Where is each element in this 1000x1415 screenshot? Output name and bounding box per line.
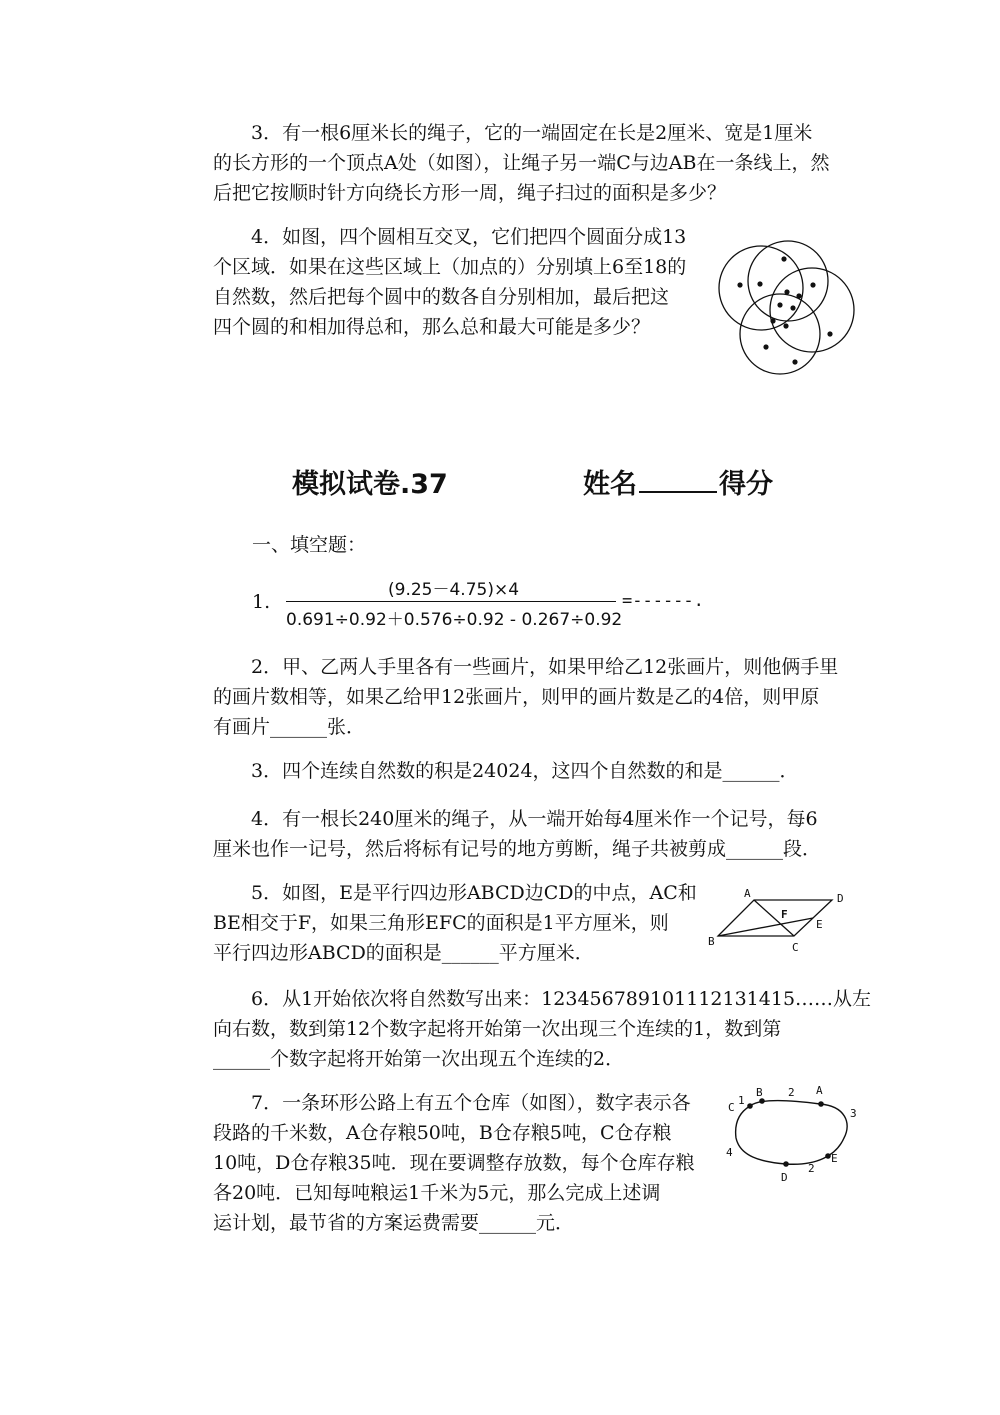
text-line: 四个圆的和相加得总和，那么总和最大可能是多少？ <box>213 316 651 338</box>
label-d: D <box>781 1171 788 1184</box>
problem-4-text <box>213 222 686 342</box>
warehouse-b <box>759 1098 765 1104</box>
question-4 <box>213 804 821 864</box>
section-title: 一、填空题： <box>252 534 367 556</box>
name-blank[interactable] <box>639 467 717 493</box>
text-line: 7．一条环形公路上有五个仓库（如图），数字表示各 <box>251 1092 691 1114</box>
text-line: 自然数，然后把每个圆中的数各自分别相加，最后把这 <box>213 286 670 308</box>
question-2 <box>213 652 838 742</box>
region-dot <box>827 331 832 336</box>
fraction-numerator: (9.25－4.75)×4 <box>388 580 520 600</box>
text-line: 3．有一根6厘米长的绳子，它的一端固定在长是2厘米、宽是1厘米 <box>251 122 813 144</box>
parallelogram-figure <box>704 884 854 956</box>
text-line: 向右数，数到第12个数字起将开始第一次出现三个连续的1，数到第 <box>213 1018 782 1040</box>
text-line: 2．甲、乙两人手里各有一些画片，如果甲给乙12张画片，则他俩手里 <box>251 656 839 678</box>
label-a: A <box>816 1084 823 1097</box>
fraction-bar <box>286 601 616 602</box>
text-line: 的长方形的一个顶点A处（如图），让绳子另一端C与边AB在一条线上，然 <box>213 152 830 174</box>
warehouse-c <box>747 1103 753 1109</box>
label-c: C <box>792 941 799 954</box>
label-e: E <box>816 918 823 931</box>
answer-blank: =------. <box>622 591 704 611</box>
label-b: B <box>756 1086 763 1099</box>
page-title: 模拟试卷.37 <box>292 469 448 500</box>
region-dot <box>763 344 768 349</box>
region-dot <box>777 302 782 307</box>
distance-2: 2 <box>788 1086 795 1099</box>
region-dot <box>770 318 775 323</box>
warehouse-a <box>818 1101 824 1107</box>
text-line: 段路的千米数，A仓存粮50吨，B仓存粮5吨，C仓存粮 <box>213 1122 672 1144</box>
label-f: F <box>781 908 788 921</box>
distance-2b: 2 <box>808 1162 815 1175</box>
text-line: 4．如图，四个圆相互交叉，它们把四个圆面分成13 <box>251 226 687 248</box>
problem-3-text <box>213 118 829 208</box>
text-line: 4．有一根长240厘米的绳子，从一端开始每4厘米作一个记号，每6 <box>251 808 818 830</box>
label-e: E <box>831 1152 838 1165</box>
text-line: 有画片______张． <box>213 716 366 738</box>
warehouse-e <box>825 1153 831 1159</box>
label-b: B <box>708 935 715 948</box>
text-line: 平行四边形ABCD的面积是______平方厘米． <box>213 942 594 964</box>
text-line: 厘米也作一记号，然后将标有记号的地方剪断，绳子共被剪成______段． <box>213 838 822 860</box>
diagonal-ac <box>754 900 794 936</box>
label-d: D <box>837 892 844 905</box>
text-line: 5．如图，E是平行四边形ABCD边CD的中点，AC和 <box>251 882 697 904</box>
region-dot <box>781 256 786 261</box>
text-line: ______个数字起将开始第一次出现五个连续的2． <box>213 1048 625 1070</box>
segment-be <box>718 918 813 936</box>
text-line: 6．从1开始依次将自然数写出来：123456789101112131415……从左 <box>251 988 872 1010</box>
circle <box>719 246 803 330</box>
region-dot <box>790 305 795 310</box>
fraction-denominator: 0.691÷0.92＋0.576÷0.92 - 0.267÷0.92 <box>286 610 623 630</box>
region-dot <box>792 359 797 364</box>
question-7 <box>213 1088 695 1238</box>
region-dot <box>737 282 742 287</box>
name-score-field <box>583 462 773 501</box>
text-line: 个区域．如果在这些区域上（加点的）分别填上6至18的 <box>213 256 687 278</box>
region-dot <box>783 323 788 328</box>
score-label: 得分 <box>719 469 773 500</box>
text-line: 各20吨．已知每吨粮运1千米为5元，那么完成上述调 <box>213 1182 661 1204</box>
region-dot <box>810 282 815 287</box>
parallelogram-abcd <box>718 900 832 936</box>
warehouse-d <box>783 1161 789 1167</box>
four-circles-figure <box>716 238 858 378</box>
region-dot <box>757 281 762 286</box>
name-label: 姓名 <box>583 469 637 500</box>
ring-road-figure <box>720 1078 870 1188</box>
distance-3: 3 <box>850 1107 857 1120</box>
text-line: 的画片数相等，如果乙给甲12张画片，则甲的画片数是乙的4倍，则甲原 <box>213 686 820 708</box>
text-line: 后把它按顺时针方向绕长方形一周，绳子扫过的面积是多少？ <box>213 182 727 204</box>
text-line: 3．四个连续自然数的积是24024，这四个自然数的和是______． <box>251 760 799 782</box>
circle <box>748 241 828 321</box>
distance-1: 1 <box>738 1094 745 1107</box>
question-number: 1. <box>252 591 271 613</box>
label-c: C <box>728 1101 735 1114</box>
text-line: BE相交于F，如果三角形EFC的面积是1平方厘米，则 <box>213 912 669 934</box>
region-dot <box>796 293 801 298</box>
label-a: A <box>744 887 751 900</box>
region-dot <box>784 289 789 294</box>
distance-4: 4 <box>726 1146 733 1159</box>
text-line: 10吨，D仓存粮35吨．现在要调整存放数，每个仓库存粮 <box>213 1152 695 1174</box>
text-line: 运计划，最节省的方案运费需要______元． <box>213 1212 575 1234</box>
question-6 <box>213 984 871 1074</box>
question-5 <box>213 878 697 968</box>
question-3 <box>213 756 799 786</box>
